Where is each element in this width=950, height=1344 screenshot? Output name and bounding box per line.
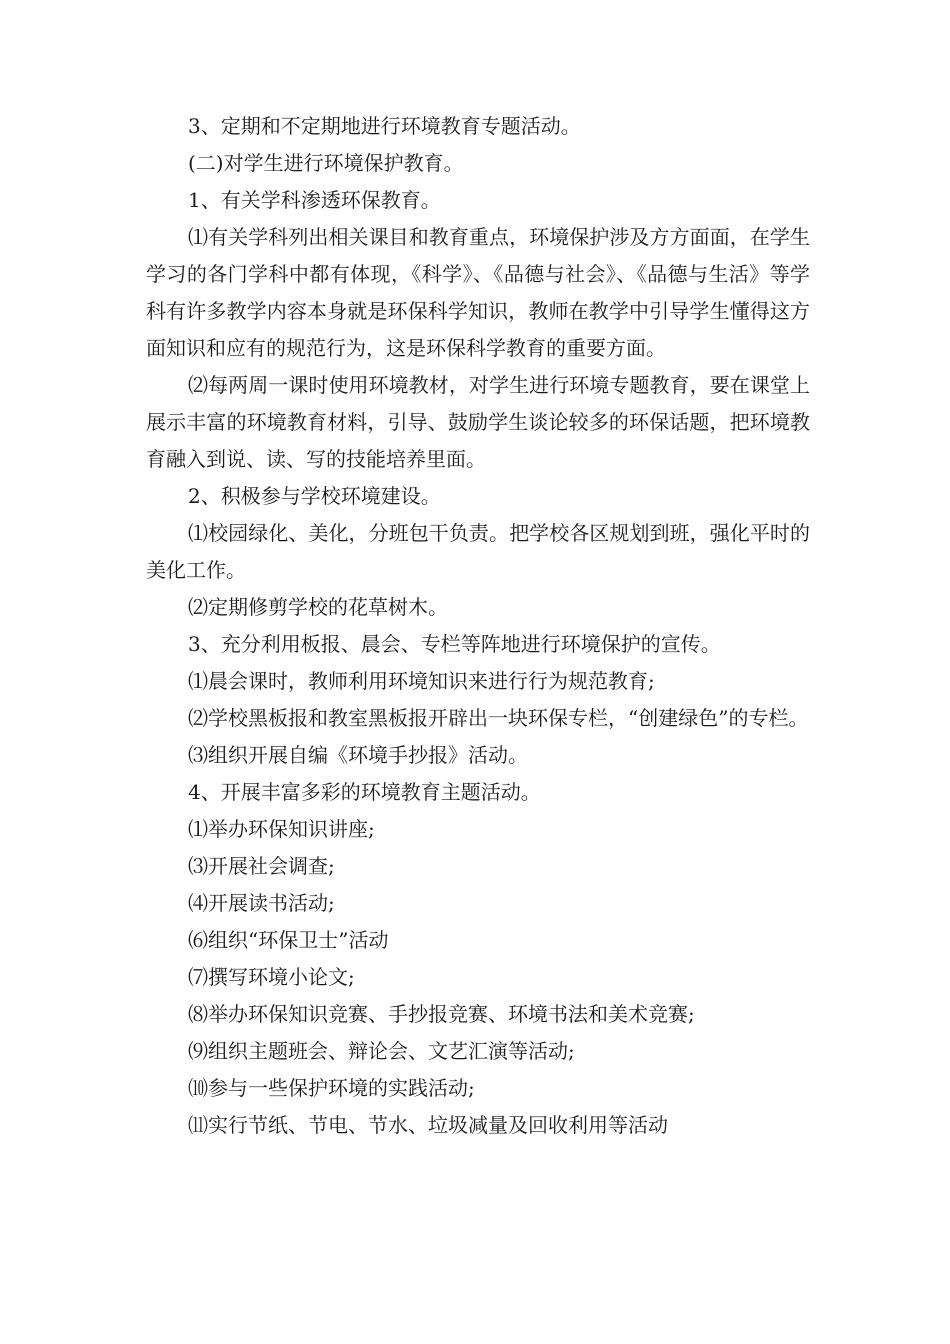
paragraph: ⑶组织开展自编《环境手抄报》活动。 [188,743,528,767]
paragraph: 4、开展丰富多彩的环境教育主题活动。 [188,780,541,804]
paragraph: ⑻举办环保知识竞赛、手抄报竞赛、环境书法和美术竞赛; [188,1002,695,1026]
paragraph: ⑴校园绿化、美化，分班包干负责。把学校各区规划到班，强化平时的美化工作。 [146,521,810,582]
paragraph: 3、充分利用板报、晨会、专栏等阵地进行环境保护的宣传。 [188,632,721,656]
paragraph: ⑶开展社会调查; [188,854,335,878]
paragraph: ⑷开展读书活动; [188,891,335,915]
paragraph: ⑵学校黑板报和教室黑板报开辟出一块环保专栏，“创建绿色”的专栏。 [188,706,809,730]
paragraph: ⑵定期修剪学校的花草树木。 [188,595,448,619]
paragraph: ⑴有关学科列出相关课目和教育重点，环境保护涉及方方面面，在学生学习的各门学科中都有体现，《科学》、《品德与社会》、《品德与生活》等学科有许多教学内容本身就是环保科学知识，教师在教学中引导学生懂得这方面知识和应有的规范行为，这是环保科学教育的重要方面。 [146,225,810,360]
paragraph: ⑹组织“环保卫士”活动 [188,928,389,952]
paragraph: ⑴举办环保知识讲座; [188,817,375,841]
paragraph: ⑺撰写环境小论文; [188,965,355,989]
document-body [146,108,810,1144]
paragraph: ⑽参与一些保护环境的实践活动; [188,1076,475,1100]
paragraph: ⑴晨会课时，教师利用环境知识来进行行为规范教育; [188,669,655,693]
paragraph: 3、定期和不定期地进行环境教育专题活动。 [188,114,581,138]
paragraph: 1、有关学科渗透环保教育。 [188,188,441,212]
paragraph: ⑵每两周一课时使用环境教材，对学生进行环境专题教育，要在课堂上展示丰富的环境教育材料，引导、鼓励学生谈论较多的环保话题，把环境教育融入到说、读、写的技能培养里面。 [146,373,810,471]
paragraph: ⑼组织主题班会、辩论会、文艺汇演等活动; [188,1039,575,1063]
paragraph: (二)对学生进行环境保护教育。 [188,151,464,175]
paragraph: 2、积极参与学校环境建设。 [188,484,441,508]
paragraph: ⑾实行节纸、节电、节水、垃圾减量及回收利用等活动 [188,1113,668,1137]
